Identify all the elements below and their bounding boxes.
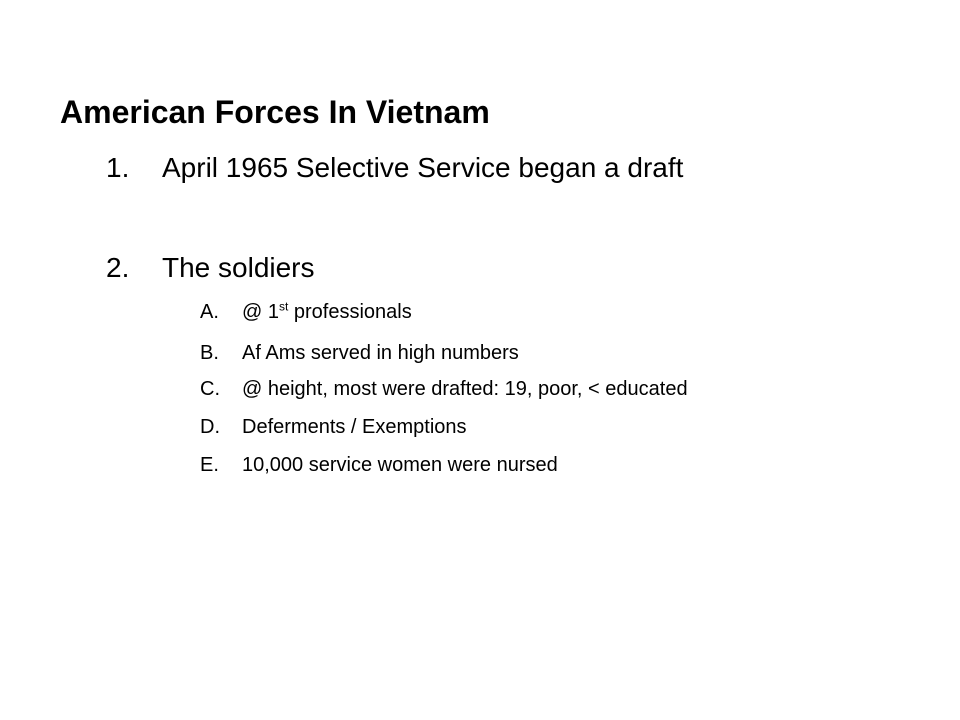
sub-item-text: Af Ams served in high numbers bbox=[242, 342, 519, 364]
sub-item-text: @ height, most were drafted: 19, poor, < educated bbox=[242, 378, 688, 400]
sub-item-text: 10,000 service women were nursed bbox=[242, 454, 558, 476]
slide-title: American Forces In Vietnam bbox=[60, 94, 490, 130]
list-item-text: April 1965 Selective Service began a draft bbox=[162, 152, 684, 183]
sub-item-letter: C. bbox=[200, 378, 220, 400]
list-item-text: The soldiers bbox=[162, 252, 315, 283]
sub-item-letter: E. bbox=[200, 454, 219, 476]
sub-item-letter: B. bbox=[200, 342, 219, 364]
sub-item-letter: A. bbox=[200, 301, 219, 323]
list-item-number: 1. bbox=[106, 152, 130, 183]
sub-item-text bbox=[242, 298, 412, 326]
sub-item-text-after: professionals bbox=[288, 301, 412, 323]
sub-item-text: Deferments / Exemptions bbox=[242, 416, 467, 438]
sub-item-text-before: @ 1 bbox=[242, 301, 279, 323]
ordinal-superscript: st bbox=[278, 299, 289, 314]
list-item-number: 2. bbox=[106, 252, 130, 283]
sub-item-letter: D. bbox=[200, 416, 220, 438]
